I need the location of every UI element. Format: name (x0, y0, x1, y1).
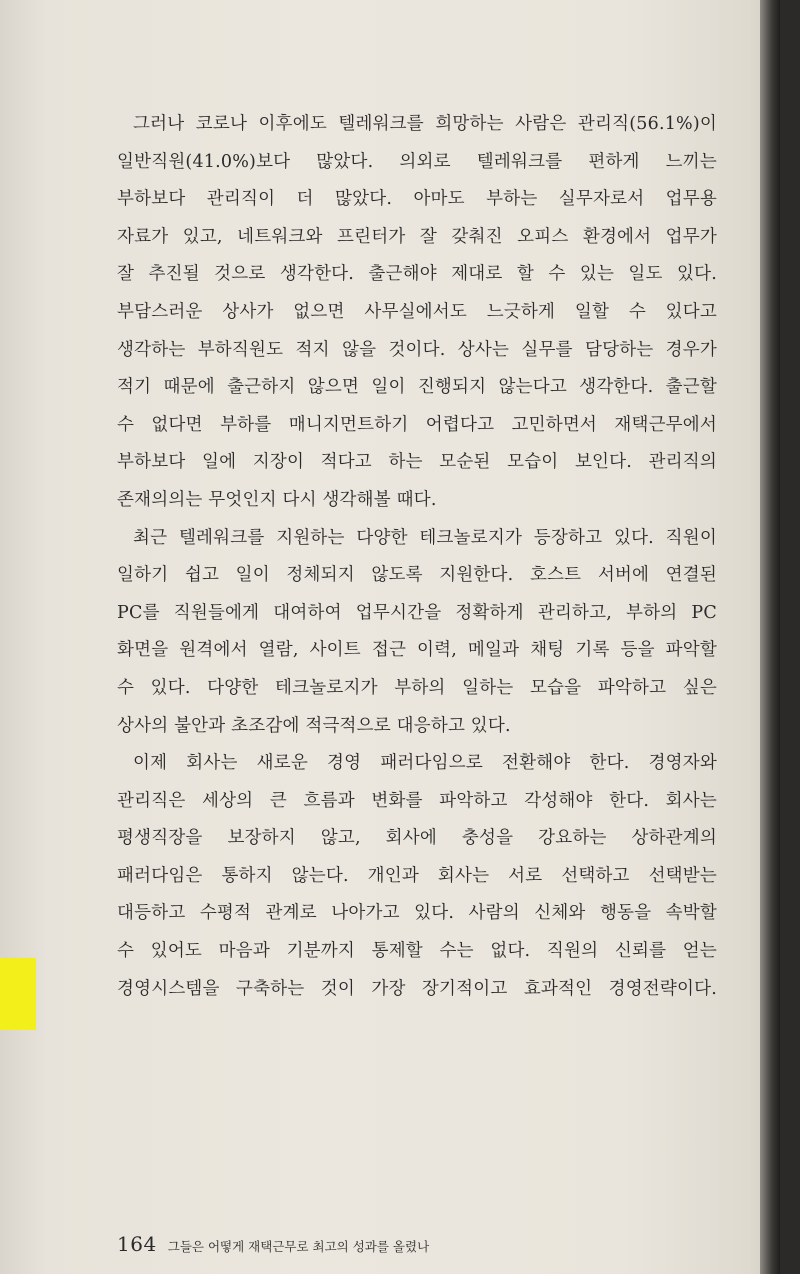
text-line: 패러다임은 통하지 않는다. 개인과 회사는 서로 선택하고 선택받는 (117, 865, 717, 886)
text-line: 이제 회사는 새로운 경영 패러다임으로 전환해야 한다. 경영자와 (133, 753, 717, 774)
text-line: 자료가 있고, 네트워크와 프린터가 잘 갖춰진 오피스 환경에서 업무가 (117, 226, 717, 247)
body-text (117, 106, 717, 1008)
text-line: 존재의의는 무엇인지 다시 생각해볼 때다. (117, 489, 437, 510)
text-line: 생각하는 부하직원도 적지 않을 것이다. 상사는 실무를 담당하는 경우가 (117, 339, 717, 360)
text-line: 부담스러운 상사가 없으면 사무실에서도 느긋하게 일할 수 있다고 (117, 301, 717, 322)
running-title: 그들은 어떻게 재택근무로 최고의 성과를 올렸나 (167, 1239, 430, 1254)
text-line: 부하보다 일에 지장이 적다고 하는 모순된 모습이 보인다. 관리직의 (117, 452, 717, 473)
page-edge-shadow (760, 0, 780, 1274)
text-line: 관리직은 세상의 큰 흐름과 변화를 파악하고 각성해야 한다. 회사는 (117, 790, 717, 811)
paragraph-1 (117, 106, 717, 520)
text-line: 상사의 불안과 초조감에 적극적으로 대응하고 있다. (117, 715, 511, 736)
paragraph-3 (117, 745, 717, 1008)
text-line: 대등하고 수평적 관계로 나아가고 있다. 사람의 신체와 행동을 속박할 (117, 903, 717, 924)
text-line: 최근 텔레워크를 지원하는 다양한 테크놀로지가 등장하고 있다. 직원이 (133, 527, 717, 548)
text-line: 일반직원(41.0%)보다 많았다. 의외로 텔레워크를 편하게 느끼는 (117, 151, 717, 172)
text-line: 수 없다면 부하를 매니지먼트하기 어렵다고 고민하면서 재택근무에서 (117, 414, 717, 435)
page-number: 164 (117, 1232, 157, 1256)
text-line: PC를 직원들에게 대여하여 업무시간을 정확하게 관리하고, 부하의 PC (117, 602, 717, 623)
text-line: 수 있다. 다양한 테크놀로지가 부하의 일하는 모습을 파악하고 싶은 (117, 677, 717, 698)
paragraph-2 (117, 520, 717, 746)
text-line: 그러나 코로나 이후에도 텔레워크를 희망하는 사람은 관리직(56.1%)이 (133, 114, 717, 134)
text-line: 화면을 원격에서 열람, 사이트 접근 이력, 메일과 채팅 기록 등을 파악할 (117, 640, 717, 661)
text-line: 수 있어도 마음과 기분까지 통제할 수는 없다. 직원의 신뢰를 얻는 (117, 941, 717, 962)
text-line: 경영시스템을 구축하는 것이 가장 장기적이고 효과적인 경영전략이다. (117, 978, 717, 999)
text-line: 일하기 쉽고 일이 정체되지 않도록 지원한다. 호스트 서버에 연결된 (117, 565, 717, 586)
page-footer (117, 1232, 429, 1256)
yellow-index-tab (0, 958, 36, 1030)
text-line: 적기 때문에 출근하지 않으면 일이 진행되지 않는다고 생각한다. 출근할 (117, 377, 717, 398)
text-line: 부하보다 관리직이 더 많았다. 아마도 부하는 실무자로서 업무용 (117, 189, 717, 210)
text-line: 평생직장을 보장하지 않고, 회사에 충성을 강요하는 상하관계의 (117, 828, 717, 849)
text-line: 잘 추진될 것으로 생각한다. 출근해야 제대로 할 수 있는 일도 있다. (117, 264, 717, 285)
